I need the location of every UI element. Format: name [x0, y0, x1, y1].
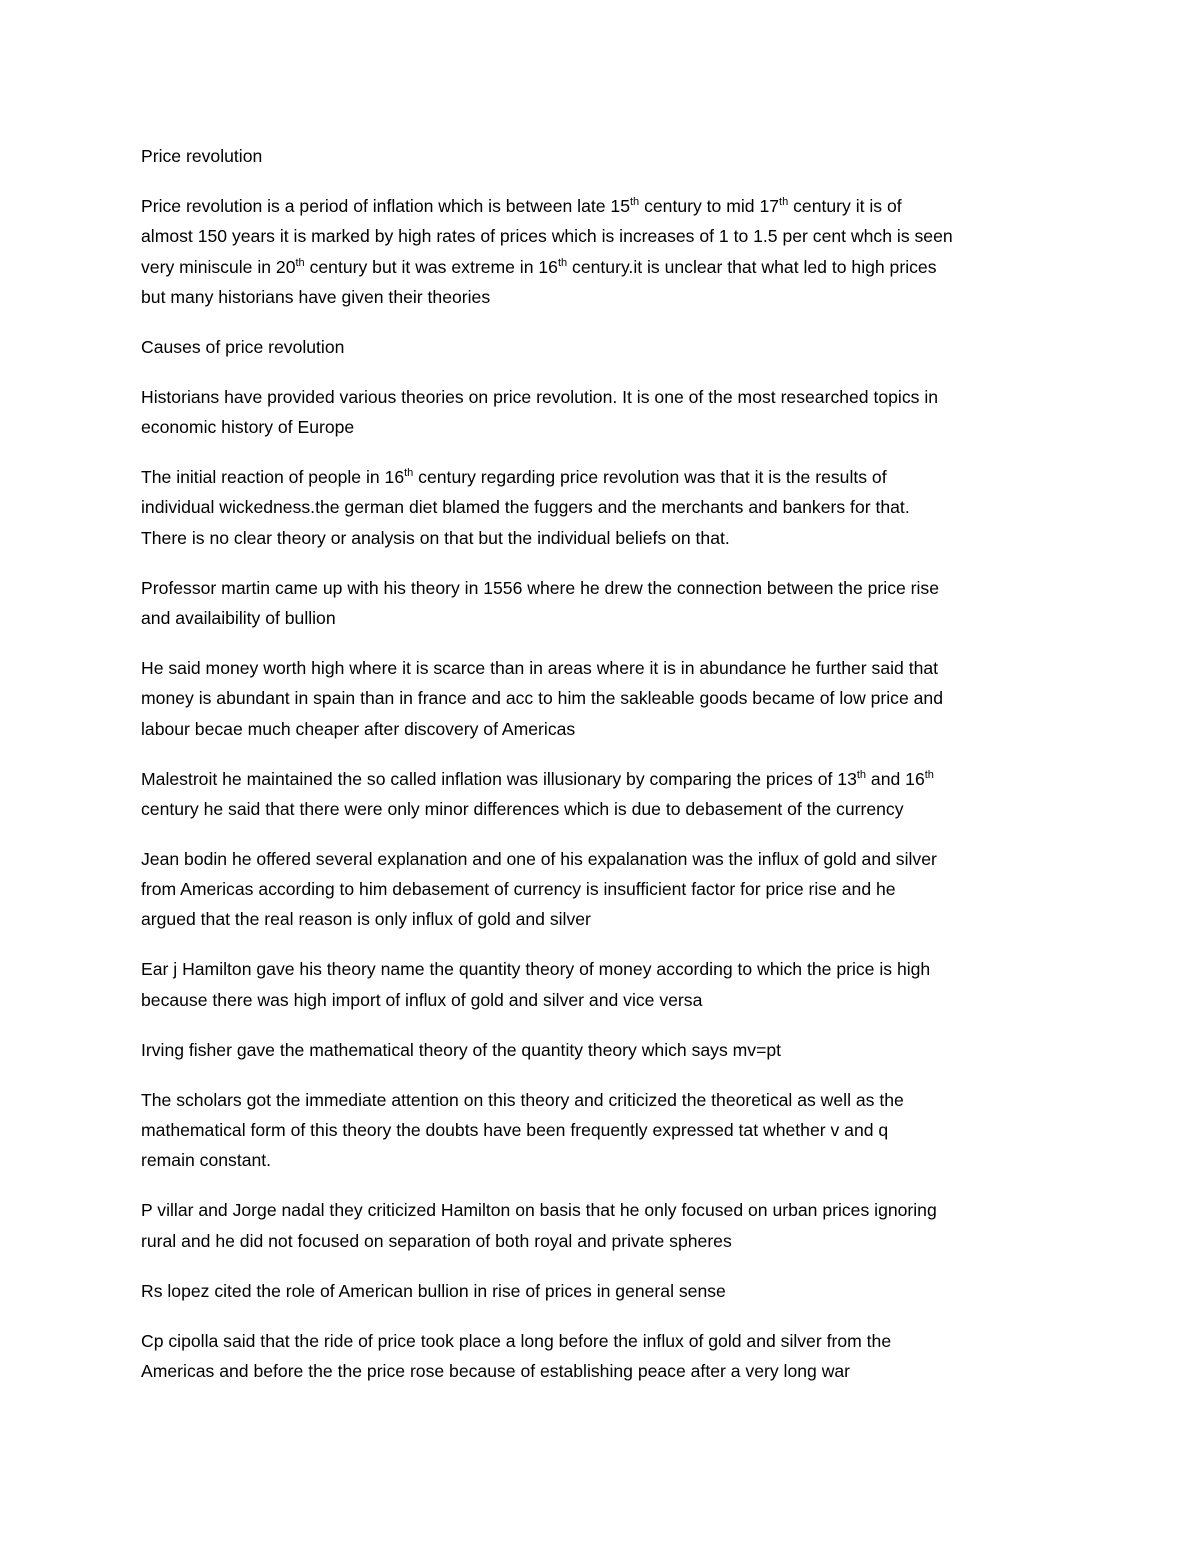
- text-line: [141, 191, 1056, 221]
- text-line: [141, 683, 1056, 713]
- text-run: Price revolution: [141, 146, 263, 166]
- ordinal-superscript: th: [404, 466, 414, 479]
- text-line: [141, 1276, 1056, 1306]
- text-line: [141, 1115, 1056, 1145]
- text-run: century regarding price revolution was that it is the results of: [413, 467, 887, 488]
- text-line: [141, 764, 1056, 794]
- text-run: Malestroit he maintained the so called inflation was illusionary by comparing the prices of 13: [141, 768, 857, 789]
- text-line: [141, 603, 1056, 633]
- text-run: Americas and before the the price rose because of establishing peace after a very long war: [141, 1360, 851, 1381]
- text-run: Professor martin came up with his theory in 1556 where he drew the connection between the price rise: [141, 577, 940, 598]
- text-line: [141, 573, 1056, 603]
- text-line: [141, 794, 1056, 824]
- paragraph: [141, 653, 1056, 744]
- ordinal-superscript: th: [557, 256, 568, 269]
- text-run: Jean bodin he offered several explanation and one of his expalanation was the influx of gold and silver: [141, 848, 937, 869]
- text-run: century it is of: [788, 195, 902, 216]
- paragraph: [141, 844, 1056, 935]
- text-run: rural and he did not focused on separation of both royal and private spheres: [141, 1230, 732, 1251]
- text-line: [141, 844, 1056, 874]
- text-run: century to mid 17: [639, 195, 780, 216]
- ordinal-superscript: th: [856, 768, 867, 781]
- text-run: and 16: [866, 768, 925, 789]
- text-run: argued that the real reason is only influx of gold and silver: [141, 909, 591, 930]
- text-run: Historians have provided various theories on price revolution. It is one of the most researched topics in: [141, 386, 939, 407]
- text-line: [141, 1035, 1056, 1065]
- text-line: [141, 904, 1056, 934]
- text-run: individual wickedness.the german diet blamed the fuggers and the merchants and bankers for that.: [141, 497, 910, 518]
- text-line: [141, 1145, 1056, 1175]
- text-run: century he said that there were only minor differences which is due to debasement of the currency: [141, 798, 904, 819]
- ordinal-superscript: th: [630, 195, 640, 208]
- text-line: [141, 1195, 1056, 1225]
- text-run: Rs lopez cited the role of American bullion in rise of prices in general sense: [141, 1280, 726, 1301]
- paragraph: [141, 764, 1056, 825]
- document-body: [141, 141, 1056, 1406]
- text-line: [141, 492, 1056, 522]
- text-run: Ear j Hamilton gave his theory name the quantity theory of money according to which the price is high: [141, 959, 931, 980]
- paragraph: [141, 1195, 1056, 1256]
- text-run: century.it is unclear that what led to high prices: [567, 256, 937, 277]
- text-run: There is no clear theory or analysis on that but the individual beliefs on that.: [141, 527, 730, 548]
- text-run: century but it was extreme in 16: [304, 256, 558, 277]
- text-line: [141, 1326, 1056, 1356]
- text-run: P villar and Jorge nadal they criticized Hamilton on basis that he only focused on urban prices ignoring: [141, 1200, 937, 1221]
- text-line: [141, 874, 1056, 904]
- text-run: and availaibility of bullion: [141, 608, 336, 628]
- ordinal-superscript: th: [295, 256, 305, 269]
- text-run: He said money worth high where it is scarce than in areas where it is in abundance he further said that: [141, 657, 939, 678]
- text-run: money is abundant in spain than in france and acc to him the sakleable goods became of low price and: [141, 688, 943, 709]
- text-run: very miniscule in 20: [141, 256, 296, 277]
- text-line: [141, 412, 1056, 442]
- text-line: [141, 221, 1056, 251]
- text-line: [141, 653, 1056, 683]
- text-run: remain constant.: [141, 1150, 272, 1171]
- ordinal-superscript: th: [779, 195, 789, 208]
- section-heading: [141, 332, 1056, 362]
- paragraph: [141, 1085, 1056, 1176]
- text-run: The scholars got the immediate attention on this theory and criticized the theoretical as well as the: [141, 1089, 904, 1110]
- paragraph: [141, 573, 1056, 634]
- text-run: Price revolution is a period of inflation which is between late 15: [141, 195, 630, 216]
- text-line: [141, 985, 1056, 1015]
- paragraph: [141, 1326, 1056, 1387]
- text-run: labour becae much cheaper after discovery of Americas: [141, 718, 576, 739]
- text-run: Cp cipolla said that the ride of price took place a long before the influx of gold and silver from the: [141, 1330, 892, 1351]
- text-run: almost 150 years it is marked by high rates of prices which is increases of 1 to 1.5 per cent whch is seen: [141, 226, 953, 247]
- paragraph: [141, 382, 1056, 443]
- paragraph: [141, 1276, 1056, 1306]
- text-line: [141, 714, 1056, 744]
- text-line: [141, 252, 1056, 282]
- text-run: The initial reaction of people in 16: [141, 467, 405, 488]
- text-line: [141, 382, 1056, 412]
- paragraph: [141, 954, 1056, 1015]
- text-line: [141, 1226, 1056, 1256]
- paragraph: [141, 191, 1056, 312]
- text-line: [141, 1085, 1056, 1115]
- text-run: Irving fisher gave the mathematical theory of the quantity theory which says mv=pt: [141, 1039, 782, 1060]
- ordinal-superscript: th: [924, 768, 934, 781]
- paragraph: [141, 1035, 1056, 1065]
- text-line: [141, 282, 1056, 312]
- text-line: [141, 523, 1056, 553]
- text-line: [141, 954, 1056, 984]
- text-run: from Americas according to him debasement of currency is insufficient factor for price rise and he: [141, 879, 896, 900]
- text-run: because there was high import of influx of gold and silver and vice versa: [141, 989, 703, 1010]
- text-run: Causes of price revolution: [141, 336, 345, 357]
- text-line: [141, 462, 1056, 492]
- text-line: [141, 332, 1056, 362]
- text-line: [141, 141, 1056, 171]
- text-line: [141, 1356, 1056, 1386]
- text-run: mathematical form of this theory the doubts have been frequently expressed tat whether v and q: [141, 1119, 889, 1140]
- text-run: but many historians have given their theories: [141, 286, 491, 307]
- text-run: economic history of Europe: [141, 417, 355, 438]
- document-title: [141, 141, 1056, 171]
- paragraph: [141, 462, 1056, 553]
